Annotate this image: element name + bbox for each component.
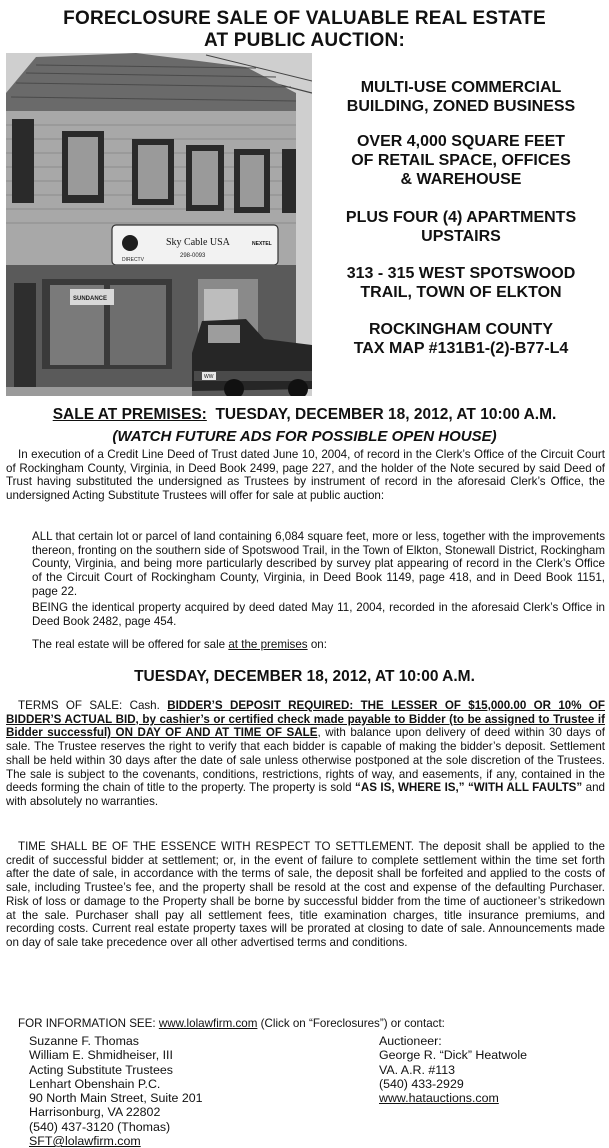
feature-taxmap-line-2: TAX MAP #131B1-(2)-B77-L4 <box>353 340 569 357</box>
sale-when: TUESDAY, DECEMBER 18, 2012, AT 10:00 A.M. <box>215 406 557 423</box>
sale-at-premises <box>0 405 609 424</box>
feature-address <box>318 264 604 302</box>
trustee-name-2: William E. Shmidheiser, III <box>29 1048 173 1063</box>
auctioneer-phone: (540) 433-2929 <box>379 1076 464 1091</box>
terms-of-sale <box>6 699 605 809</box>
terms-prefix: TERMS OF SALE: Cash. <box>18 699 168 712</box>
feature-address-line-1: 313 - 315 WEST SPOTSWOOD <box>346 265 576 282</box>
feature-apartments <box>318 208 604 246</box>
sign-text: Sky Cable USA <box>166 237 230 248</box>
trustee-email-link[interactable]: SFT@lolawfirm.com <box>29 1134 141 1148</box>
terms-rest: , with balance upon delivery of deed within 30 days of sale. The Trustee reserves the right to verify that each bidder is capable of making the bidder’s deposit. Settlement shall be held within 30 days after the date of sale unless otherwise postponed at the sole discretion of the Trustees. The sale is subject to the covenants, conditions, restrictions, rights of way, and easements, if any, contained in the deeds forming the chain of title to the property. The property is sold <box>6 726 605 795</box>
info-prefix: FOR INFORMATION SEE: <box>18 1017 159 1030</box>
terms-as-is: “AS IS, WHERE IS,” “WITH ALL FAULTS” <box>355 781 583 795</box>
property-photo <box>6 53 312 396</box>
terms-deposit-requirement: BIDDER’S DEPOSIT REQUIRED: THE LESSER OF $15,000.00 OR 10% OF BIDDER’S ACTUAL BID, by cashier’s or certified check made payable to Bidder (to be assigned to Trustee if Bidder successful) ON DAY OF AND AT TIME OF SALE <box>6 699 606 740</box>
feature-sqft-line-1: OVER 4,000 SQUARE FEET <box>356 133 566 150</box>
lot-description: ALL that certain lot or parcel of land containing 6,084 square feet, more or less, together with the improvements thereon, fronting on the southern side of Spotswood Trail, in the Town of Elkton, Stonewall District, Rockingham County, Virginia, and being more particularly described by survey plat appearing of record in the Clerk’s Office of the Circuit Court of Rockingham County, Virginia, in Deed Book 1149, page 418, and in Deed Book 1151, page 22. <box>32 530 605 598</box>
trustee-city: Harrisonburg, VA 22802 <box>29 1105 161 1120</box>
window-sign: SUNDANCE <box>73 296 108 302</box>
trustee-phone: (540) 437-3120 (Thomas) <box>29 1119 171 1134</box>
sign-brand-left: DIRECTV <box>122 257 144 263</box>
trustee-street: 90 North Main Street, Suite 201 <box>29 1091 203 1106</box>
feature-address-line-2: TRAIL, TOWN OF ELKTON <box>360 284 562 301</box>
feature-tax-map <box>318 320 604 358</box>
auctioneer-site-link[interactable]: www.hatauctions.com <box>379 1091 499 1106</box>
sign-phone: 298-0093 <box>180 253 206 259</box>
info-line <box>18 1017 445 1031</box>
auctioneer-contact <box>379 1034 527 1105</box>
offered-suffix: on: <box>307 638 327 651</box>
plate-text: WW <box>204 374 214 380</box>
intro-paragraph: In execution of a Credit Line Deed of Trust dated June 10, 2004, of record in the Clerk’s Office of the Circuit Court of Rockingham County, Virginia, in Deed Book 2499, page 227, and the holder of the Note secured by said Deed of Trust having substituted the undersigned as Trustees by instrument of record in the aforesaid Clerk’s Office, the undersigned Acting Substitute Trustees will offer for sale at public auction: <box>6 448 605 503</box>
trustees-contact <box>29 1034 203 1148</box>
feature-apartments-line-1: PLUS FOUR (4) APARTMENTS <box>345 209 577 226</box>
feature-zoning-line-2: BUILDING, ZONED BUSINESS <box>346 98 576 115</box>
terms-end: and with absolutely no warranties. <box>6 781 605 808</box>
feature-sqft-line-2: OF RETAIL SPACE, OFFICES <box>351 152 571 169</box>
headline-line-1: FORECLOSURE SALE OF VALUABLE REAL ESTATE <box>63 8 546 29</box>
feature-zoning-line-1: MULTI-USE COMMERCIAL <box>360 79 562 96</box>
sale-label: SALE AT PREMISES: <box>52 406 207 423</box>
trustee-title: Acting Substitute Trustees <box>29 1062 173 1077</box>
being-clause: BEING the identical property acquired by deed dated May 11, 2004, recorded in the aforesaid Clerk’s Office in Deed Book 2482, page 454. <box>32 601 605 628</box>
lolawfirm-link[interactable]: www.lolawfirm.com <box>158 1017 258 1030</box>
time-of-essence: TIME SHALL BE OF THE ESSENCE WITH RESPECT TO SETTLEMENT. The deposit shall be applied to the credit of successful bidder at settlement; or, in the event of failure to complete settlement within the time set forth after the date of sale, in accordance with the terms of sale, the deposit shall be forfeited and applied to the costs of sale, including Trustee’s fee, and the property shall be resold at the cost and expense of the defaulting Purchaser. Risk of loss or damage to the Property shall be borne by successful bidder from the time of auctioneer’s strikedown at the sale. Purchaser shall pay all settlement fees, title examination charges, title insurance premiums, and recording costs. Current real estate property taxes will be prorated at closing to date of sale. Announcements made on day of sale take precedence over all other advertised terms and conditions. <box>6 840 605 949</box>
info-suffix: (Click on “Foreclosures”) or contact: <box>257 1017 445 1030</box>
auctioneer-license: VA. A.R. #113 <box>379 1062 455 1077</box>
feature-zoning <box>318 78 604 116</box>
offered-line <box>32 638 605 652</box>
trustee-name-1: Suzanne F. Thomas <box>29 1034 139 1048</box>
auctioneer-name: George R. “Dick” Heatwole <box>379 1048 528 1063</box>
sign-brand-right: NEXTEL <box>252 241 272 247</box>
offered-link: at the premises <box>228 638 308 651</box>
auctioneer-label: Auctioneer: <box>379 1034 442 1048</box>
feature-sqft-line-3: & WAREHOUSE <box>400 171 522 188</box>
offered-prefix: The real estate will be offered for sale <box>32 638 229 651</box>
feature-square-feet <box>318 132 604 189</box>
feature-taxmap-line-1: ROCKINGHAM COUNTY <box>369 321 553 338</box>
headline-line-2: AT PUBLIC AUCTION: <box>204 30 405 51</box>
open-house-note: (WATCH FUTURE ADS FOR POSSIBLE OPEN HOUSE) <box>112 428 497 445</box>
trustee-firm: Lenhart Obenshain P.C. <box>29 1076 161 1091</box>
feature-apartments-line-2: UPSTAIRS <box>421 228 501 245</box>
sale-date-banner: TUESDAY, DECEMBER 18, 2012, AT 10:00 A.M. <box>134 668 475 685</box>
